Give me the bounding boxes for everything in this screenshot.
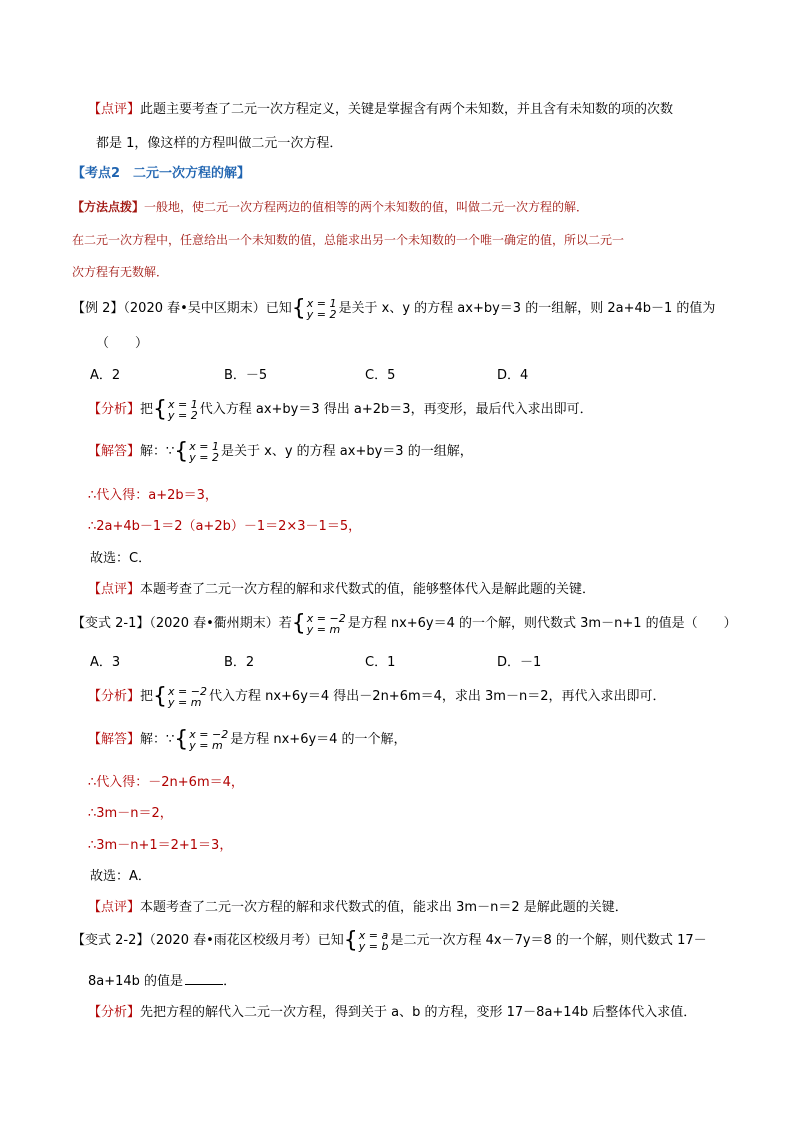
example-2-stem (72, 297, 715, 321)
system-line-2: y = 2 (168, 408, 198, 422)
analysis-text: 代入方程 nx+6y＝4 得出－2n+6m＝4，求出 3m－n＝2，再代入求出即可． (208, 689, 666, 704)
system-line-1: x = −2 (189, 727, 229, 741)
analysis-pre: 把 (140, 402, 154, 417)
brace-icon: { (343, 927, 358, 953)
answer-pre: 解：∵ (140, 732, 175, 747)
option-a: A．2 (90, 368, 121, 383)
example-2-step-2: ∴2a+4b－1＝2（a+2b）－1＝2×3－1＝5， (88, 519, 362, 534)
example-2-analysis (88, 398, 593, 422)
answer-pre: 解：∵ (140, 444, 175, 459)
answer-tag: 【解答】 (88, 444, 141, 459)
brace-icon: { (291, 610, 306, 636)
example-label: 【例 2】 (72, 301, 124, 316)
variant-label: 【变式 2-2】 (72, 933, 150, 948)
answer-text: 是关于 x、y 的方程 ax+by＝3 的一组解， (221, 444, 473, 459)
variant-stem-text: 是方程 nx+6y＝4 的一个解，则代数式 3m－n+1 的值是（ ） (347, 616, 737, 631)
brace-icon: { (174, 438, 189, 464)
comment-text: 本题考查了二元一次方程的解和求代数式的值，能求出 3m－n＝2 是解此题的关键． (140, 900, 628, 915)
variant-2-1-comment (88, 900, 628, 916)
system-line-1: x = 1 (189, 439, 220, 453)
variant-2-2-stem (72, 929, 707, 953)
system-line-1: x = −2 (168, 684, 207, 698)
system-line-2: y = m (306, 622, 341, 636)
brace-icon: { (174, 726, 189, 752)
variant-source: （2020 春•雨花区校级月考）已知 (149, 933, 344, 948)
equation-system (189, 729, 228, 751)
system-line-2: y = 2 (189, 450, 220, 464)
example-stem-text: 是关于 x、y 的方程 ax+by＝3 的一组解，则 2a+4b－1 的值为 (338, 301, 716, 316)
example-source: （2020 春•吴中区期末）已知 (123, 301, 292, 316)
equation-system (168, 686, 207, 708)
variant-stem-end: ． (223, 974, 237, 989)
variant-2-1-analysis (88, 685, 665, 709)
variant-2-1-step-2: ∴3m－n＝2， (88, 806, 173, 821)
equation-system (307, 298, 337, 320)
answer-tag: 【解答】 (88, 732, 141, 747)
brace-icon: { (153, 396, 168, 422)
analysis-text: 代入方程 ax+by＝3 得出 a+2b＝3，再变形，最后代入求出即可． (199, 402, 593, 417)
variant-stem-text: 是二元一次方程 4x－7y＝8 的一个解，则代数式 17－ (390, 933, 707, 948)
variant-label: 【变式 2-1】 (72, 616, 150, 631)
example-2-paren: （ ） (96, 336, 149, 351)
analysis-tag: 【分析】 (88, 1005, 141, 1020)
example-2-comment (88, 582, 595, 598)
option-c: C．5 (365, 368, 396, 383)
answer-blank[interactable] (185, 972, 223, 985)
comment-paragraph-1 (88, 102, 673, 118)
option-b: B．2 (224, 655, 255, 670)
variant-2-1-answer (88, 728, 407, 752)
variant-2-1-step-1: ∴代入得：－2n+6m＝4， (88, 775, 244, 790)
equation-system (359, 930, 389, 952)
method-tip-line-1 (72, 199, 588, 215)
variant-2-2-analysis (88, 1005, 696, 1021)
analysis-pre: 把 (140, 689, 154, 704)
system-line-2: y = m (189, 738, 223, 752)
example-2-step-1: ∴代入得：a+2b＝3， (88, 488, 218, 503)
variant-stem-text-cont: 8a+14b 的值是 (88, 974, 184, 989)
option-d: D．4 (497, 368, 529, 383)
option-a: A．3 (90, 655, 121, 670)
equation-system (307, 613, 346, 635)
comment-tag: 【点评】 (88, 900, 141, 915)
example-2-answer (88, 440, 473, 464)
system-line-1: x = −2 (306, 611, 346, 625)
system-line-2: y = 2 (306, 307, 337, 321)
option-b: B．－5 (224, 368, 268, 383)
analysis-tag: 【分析】 (88, 689, 141, 704)
method-tip-line-3: 次方程有无数解． (72, 265, 169, 279)
answer-text: 是方程 nx+6y＝4 的一个解， (230, 732, 407, 747)
variant-2-2-stem-cont (88, 972, 236, 990)
equation-system (168, 399, 198, 421)
variant-2-1-step-3: ∴3m－n+1＝2+1＝3， (88, 838, 233, 853)
example-2-choice: 故选：C． (90, 551, 152, 566)
variant-2-1-stem (72, 612, 737, 636)
comment-text: 本题考查了二元一次方程的解和求代数式的值，能够整体代入是解此题的关键． (140, 582, 596, 597)
system-line-1: x = 1 (168, 397, 198, 411)
comment-paragraph-1-cont (96, 136, 342, 152)
analysis-tag: 【分析】 (88, 402, 141, 417)
variant-source: （2020 春•衢州期末）若 (149, 616, 292, 631)
equation-system (189, 441, 219, 463)
method-tip-tag: 【方法点拨】 (72, 200, 145, 214)
variant-2-1-choice: 故选：A． (90, 869, 151, 884)
comment-text: 此题主要考查了二元一次方程定义，关键是掌握含有两个未知数，并且含有未知数的项的次数 (140, 102, 674, 117)
comment-tag: 【点评】 (88, 582, 141, 597)
method-tip-text-1: 一般地，使二元一次方程两边的值相等的两个未知数的值，叫做二元一次方程的解． (144, 200, 589, 214)
method-tip-line-2: 在二元一次方程中，任意给出一个未知数的值，总能求出另一个未知数的一个唯一确定的值，所以二元一 (72, 233, 625, 247)
section-heading-kaodian-2: 【考点2 二元一次方程的解】 (72, 166, 251, 181)
system-line-2: y = m (168, 695, 202, 709)
option-d: D．－1 (497, 655, 542, 670)
system-line-1: x = 1 (306, 296, 337, 310)
comment-text-cont: 都是 1，像这样的方程叫做二元一次方程． (96, 136, 343, 151)
brace-icon: { (291, 295, 306, 321)
comment-tag: 【点评】 (88, 102, 141, 117)
option-c: C．1 (365, 655, 396, 670)
system-line-1: x = a (358, 928, 389, 942)
system-line-2: y = b (358, 939, 389, 953)
analysis-text: 先把方程的解代入二元一次方程，得到关于 a、b 的方程，变形 17－8a+14b 后整体代入求值． (140, 1005, 697, 1020)
brace-icon: { (153, 683, 168, 709)
